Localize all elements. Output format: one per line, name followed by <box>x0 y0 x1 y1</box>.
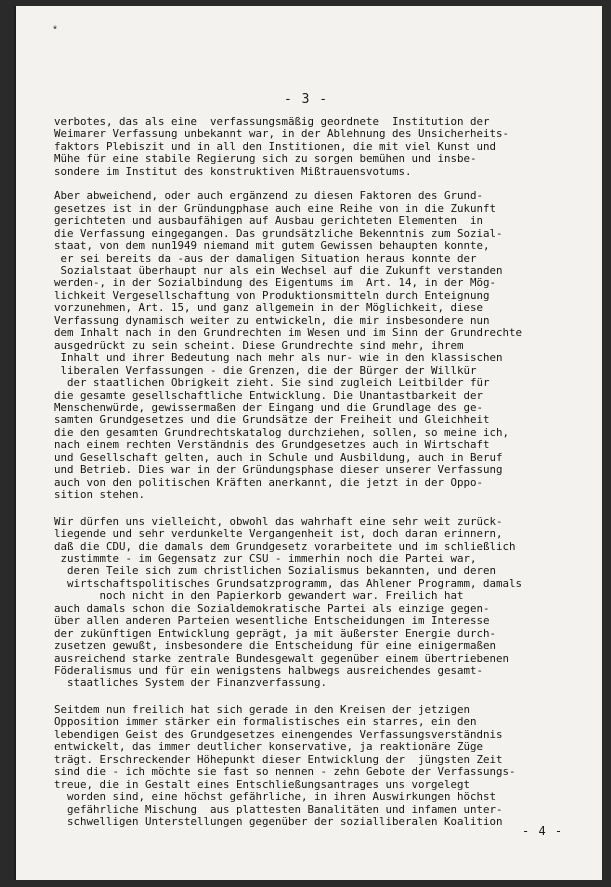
text-line: gerichteten und ausbaufähigen auf Ausbau gerichteten Elementen in <box>54 214 484 228</box>
text-line: gesetzes ist in der Gründungphase auch eine Reihe von in die Zukunft <box>54 201 497 215</box>
text-line: staat, von dem nun1949 niemand mit gutem Gewissen behaupten konnte, <box>54 239 490 253</box>
text-line: die den gesamten Grundrechtskatalog durchziehen, sollen, so meine ich, <box>54 425 510 439</box>
text-line: ausgedrückt zu sein scheint. Diese Grundrechte sind mehr, ihrem <box>54 338 464 352</box>
text-line: werden-, in der Sozialbindung des Eigentums im Art. 14, in der Mög- <box>54 276 497 290</box>
text-line: staatliches System der Finanzverfassung. <box>54 676 328 690</box>
text-line: Weimarer Verfassung unbekannt war, in der Ablehnung des Unsicherheits- <box>54 127 510 141</box>
text-line: lebendigen Geist des Grundgesetzes einengendes Verfassungsverständnis <box>54 727 503 741</box>
text-line: lichkeit Vergesellschaftung von Produktionsmitteln durch Enteignung <box>54 288 490 302</box>
text-line: gefährliche Mischung aus plattesten Banalitäten und infamen unter- <box>54 802 503 816</box>
paragraph-4 <box>54 704 582 829</box>
next-page-indicator: - 4 - <box>522 824 564 838</box>
text-line: Menschenwürde, gewissermaßen der Eingang und die Grundlage des ge- <box>54 400 484 414</box>
text-line: der staatlichen Obrigkeit zieht. Sie sind zugleich Leitbilder für <box>54 376 490 390</box>
text-line: Aber abweichend, oder auch ergänzend zu diesen Faktoren des Grund- <box>54 189 484 203</box>
text-line: auch von den politischen Kräften anerkannt, die jetzt in der Oppo- <box>54 475 484 489</box>
text-line: zusetzen gewußt, insbesondere die Entscheidung für eine einigermaßen <box>54 639 497 653</box>
text-line: worden sind, eine höchst gefährliche, in ihren Auswirkungen höchst <box>54 790 497 804</box>
text-line: dem Inhalt nach in den Grundrechten im Wesen und im Sinn der Grundrechte <box>54 326 523 340</box>
text-line: auch damals schon die Sozialdemokratische Partei als einzige gegen- <box>54 601 490 615</box>
text-line: Inhalt und ihrer Bedeutung nach mehr als nur- wie in den klassischen <box>54 351 503 365</box>
page-number: - 3 - <box>284 92 329 107</box>
paragraph-1 <box>54 116 582 178</box>
text-line: liegende und sehr verdunkelte Vergangenheit ist, doch daran erinnern, <box>54 527 503 541</box>
text-line: Mühe für eine stabile Regierung sich zu sorgen bemühen und insbe- <box>54 152 477 166</box>
text-line: die Verfassung eingegangen. Das grundsätzliche Bekenntnis zum Sozial- <box>54 226 503 240</box>
text-line: nach einem rechten Verständnis des Grundgesetzes auch in Wirtschaft <box>54 438 490 452</box>
text-line: Wir dürfen uns vielleicht, obwohl das wahrhaft eine sehr weit zurück- <box>54 514 503 528</box>
text-line: treue, die in Gestalt eines Entschließungsantrages uns vorgelegt <box>54 777 471 791</box>
text-line: schwelligen Unterstellungen gegenüber der sozialliberalen Koalition <box>54 815 503 829</box>
text-line: trägt. Erschreckender Höhepunkt dieser Entwicklung der jüngsten Zeit <box>54 752 503 766</box>
text-line: ausreichend starke zentrale Bundesgewalt gegenüber einem übertriebenen <box>54 651 510 665</box>
text-line: deren Teile sich zum christlichen Sozialismus bekannten, und deren <box>54 564 497 578</box>
text-line: Opposition immer stärker ein formalistisches ein starres, ein den <box>54 715 477 729</box>
text-line: liberalen Verfassungen - die Grenzen, die der Bürger der Willkür <box>54 363 477 377</box>
text-line: und Betrieb. Dies war in der Gründungsphase dieser unserer Verfassung <box>54 463 503 477</box>
text-line: vorzunehmen, Art. 15, und ganz allgemein in der Möglichkeit, diese <box>54 301 484 315</box>
paragraph-3 <box>54 516 582 690</box>
text-line: sondere im Institut des konstruktiven Mißtrauensvotums. <box>54 164 412 178</box>
text-line: sind die - ich möchte sie fast so nennen - zehn Gebote der Verfassungs- <box>54 765 516 779</box>
document-body <box>54 116 582 828</box>
text-line: faktors Plebiszit und in all den Institionen, die mit viel Kunst und <box>54 139 497 153</box>
text-line: über allen anderen Parteien wesentliche Entscheidungen im Interesse <box>54 614 490 628</box>
text-line: zustimmte - im Gegensatz zur CSU - immerhin noch die Partei war, <box>54 551 477 565</box>
text-line: noch nicht in den Papierkorb gewandert war. Freilich hat <box>54 589 464 603</box>
text-line: und Gesellschaft gelten, auch in Schule und Ausbildung, auch in Beruf <box>54 450 503 464</box>
document-page <box>14 6 602 880</box>
text-line: Seitdem nun freilich hat sich gerade in den Kreisen der jetzigen <box>54 702 471 716</box>
text-line: sition stehen. <box>54 488 146 502</box>
text-line: die gesamte gesellschaftliche Entwicklung. Die Unantastbarkeit der <box>54 388 484 402</box>
text-line: Sozialstaat überhaupt nur als ein Wechsel auf die Zukunft verstanden <box>54 263 503 277</box>
text-line: entwickelt, das immer deutlicher konservative, ja reaktionäre Züge <box>54 740 484 754</box>
page-corner-mark: * <box>52 26 59 37</box>
text-line: der zukünftigen Entwicklung geprägt, ja mit äußerster Energie durch- <box>54 626 497 640</box>
text-line: Föderalismus und für ein wenigstens halbwegs ausreichendes gesamt- <box>54 664 484 678</box>
text-line: wirtschaftspolitisches Grundsatzprogramm, das Ahlener Programm, damals <box>54 576 523 590</box>
text-line: Verfassung dynamisch weiter zu entwickeln, die mir insbesondere nun <box>54 313 490 327</box>
text-line: daß die CDU, die damals dem Grundgesetz vorarbeitete und im schließlich <box>54 539 516 553</box>
text-line: samten Grundgesetzes und die Grundsätze der Freiheit und Gleichheit <box>54 413 490 427</box>
text-line: er sei bereits da -aus der damaligen Situation heraus konnte der <box>54 251 477 265</box>
text-line: verbotes, das als eine verfassungsmäßig geordnete Institution der <box>54 115 490 128</box>
paragraph-2 <box>54 190 582 501</box>
